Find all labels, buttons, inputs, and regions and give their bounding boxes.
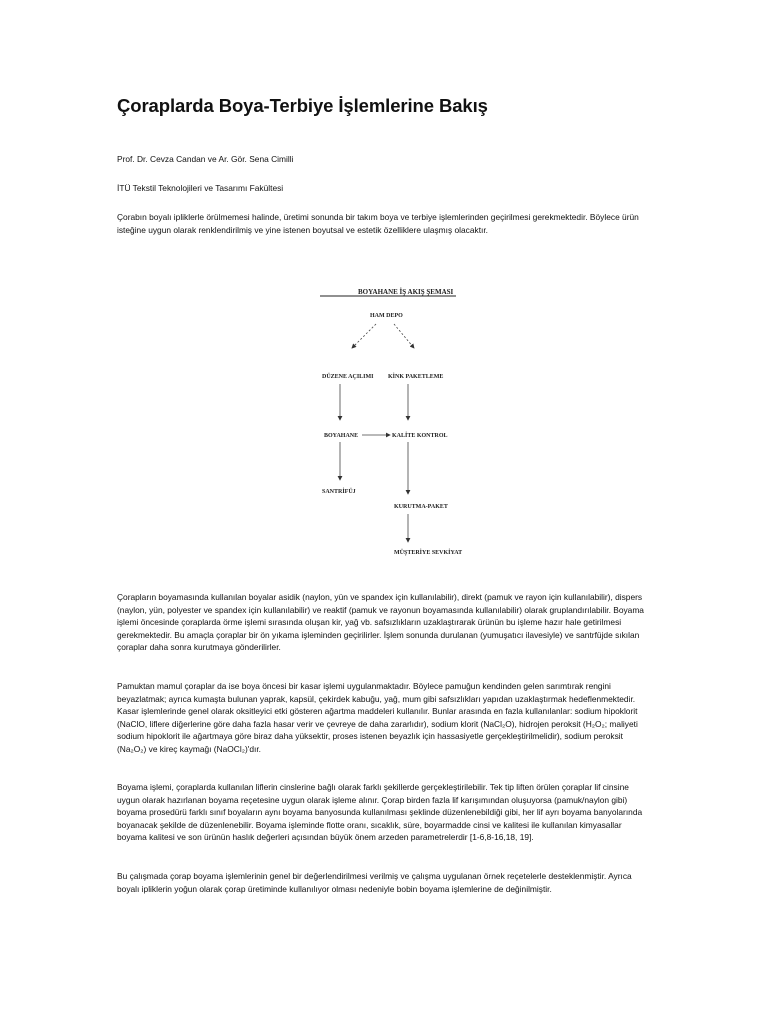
arrow-depot-to-sink xyxy=(394,324,414,348)
workflow-diagram xyxy=(318,280,468,560)
institution-line: İTÜ Tekstil Teknolojileri ve Tasarımı Fakültesi xyxy=(117,183,284,193)
document-title: Çoraplarda Boya-Terbiye İşlemlerine Bakış xyxy=(117,95,488,116)
arrow-depot-to-toe xyxy=(352,324,376,348)
paragraph-summary: Bu çalışmada çorap boyama işlemlerinin genel bir değerlendirilmesi verilmiş ve çalışma uygulanan örnek reçetelerle desteklenmiştir. Ayrıca boyalı ipliklerin yoğun olarak çorap üretiminde kullanılıyor olması nedeniyle bobin boyama işlemlerine de değinilmiştir. xyxy=(117,871,632,894)
node-drying-packing: KURUTMA-PAKET xyxy=(394,504,448,510)
intro-paragraph: Çorabın boyalı ipliklerle örülmemesi halinde, üretimi sonunda bir takım boya ve terbiye işlemlerinden geçirilmesi gerekmektedir. Böylece ürün isteğine uygun olarak renklendirilmiş ve yine istenen boyutsal ve estetik özelliklere ulaşmış olacaktır. xyxy=(117,212,639,235)
node-quality-control: KALİTE KONTROL xyxy=(392,433,448,439)
node-customer-shipment: MÜŞTERİYE SEVKİYAT xyxy=(394,550,463,556)
authors-line: Prof. Dr. Cevza Candan ve Ar. Gör. Sena Cimilli xyxy=(117,154,294,164)
node-dyehouse: BOYAHANE xyxy=(324,433,359,439)
paragraph-bleaching: Pamuktan mamul çoraplar da ise boya öncesi bir kasar işlemi uygulanmaktadır. Böylece pamuğun kendinden gelen sarımtırak rengini beyazlatmak; ayrıca kumaşta bulunan yaprak, kapsül, çekirdek kabuğu, yağ, mum gibi safsızlıkları yapıdan uzaklaştırmak hedeflenmektedir. Kasar işlemlerinde genel olarak oksitleyici etki gösteren ağartma maddeleri kullanılır. Bunlar arasında en fazla kullanılanlar: sodium hipoklorit (NaClO, liflere diğerlerine göre daha fazla hasar verir ve çevreye de daha zararlıdır), sodium klorit (NaCl₂O), hidrojen peroksit (H₂O₂; maliyeti sodium hipoklorit ile ağartmaya göre biraz daha yüksektir, proses istenen beyazlık için hassasiyetle gerçekleştirilmelidir), sodium peroksit (Na₂O₂) ve kireç kaymağı (NaOCl₂)'dır. xyxy=(117,681,638,754)
node-raw-depot: HAM DEPO xyxy=(370,313,403,319)
diagram-title: BOYAHANE İŞ AKIŞ ŞEMASI xyxy=(358,288,454,296)
node-sink-package: KİNK PAKETLEME xyxy=(388,374,444,380)
paragraph-dyeing-process: Boyama işlemi, çoraplarda kullanılan liflerin cinslerine bağlı olarak farklı şekillerde gerçekleştirilebilir. Tek tip liften örülen çoraplar lif cinsine uygun olarak hazırlanan boyama reçetesine uygun olarak işleme alınır. Çorap birden fazla lif karışımından oluşuyorsa (pamuk/naylon gibi) boyama prosedürü farklı sınıf boyaların aynı boyama banyosunda kullanılması şeklinde düzenlenebildiği gibi, her lif ayrı boyama banyolarında boyanacak şekilde de düzenlenebilir. Boyama işleminde flotte oranı, sıcaklık, süre, boyarmadde cinsi ve kalitesi ile kullanılan kimyasallar boyama kalitesi ve son ürünün haslık değerleri açısından büyük önem arzeden parametrelerdir [1-6,8-16,18, 19]. xyxy=(117,782,643,843)
node-toe-closing: DÜZENE AÇILIMI xyxy=(322,374,374,380)
paragraph-dyes: Çorapların boyamasında kullanılan boyalar asidik (naylon, yün ve spandex için kullanılabilir), direkt (pamuk ve rayon için kullanılabilir), dispers (naylon, yün, polyester ve spandex için kullanılabilir) ve reaktif (pamuk ve rayonun boyamasında kullanılabilir) olarak gruplandırılabilir. Boyama işlemi öncesinde çoraplarda örme işlemi sırasında oluşan kir, yağ vb. safsızlıkların uzaklaştırarak ürünün bu işleme hazır hale getirilmesi gerekmektedir. Bu amaçla çoraplar bir ön yıkama işleminden geçirilirler. İşlem sonunda durulanan (yumuşatıcı ilavesiyle) ve santrfüjde sıkılan çoraplar daha sonra kurutmaya gönderilirler. xyxy=(117,592,644,653)
node-centrifuge: SANTRİFÜJ xyxy=(322,489,356,495)
